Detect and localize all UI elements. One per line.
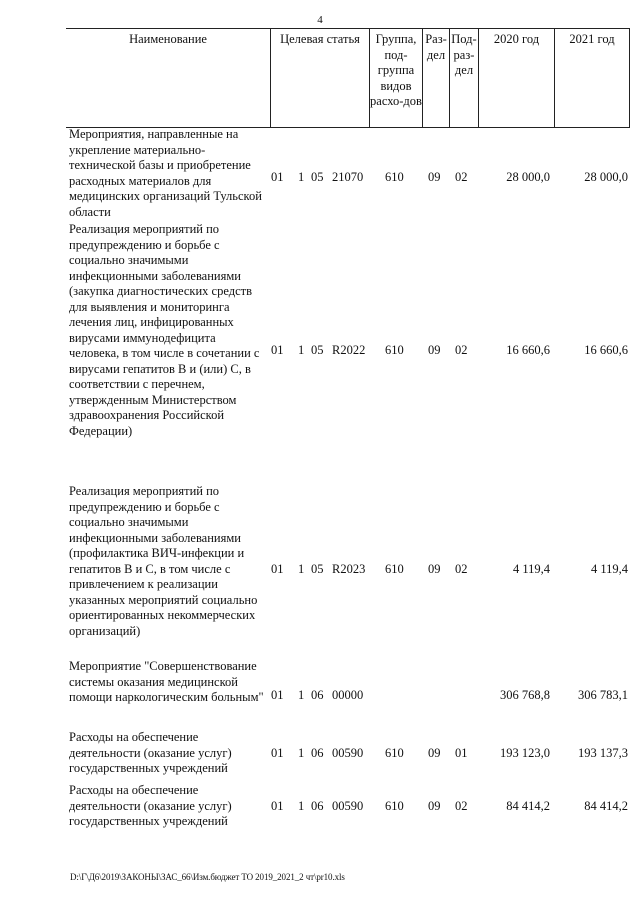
target-code: 00590 bbox=[332, 799, 364, 813]
group-code: 610 bbox=[385, 799, 404, 813]
target-program: 01 bbox=[271, 799, 284, 813]
subsection-code: 02 bbox=[455, 170, 468, 184]
section-code: 09 bbox=[428, 170, 441, 184]
row-name: Расходы на обеспечение деятельности (оказание услуг) государственных учреждений bbox=[69, 783, 232, 828]
header-2021: 2021 год bbox=[554, 29, 630, 127]
target-program: 01 bbox=[271, 343, 284, 357]
section-code: 09 bbox=[428, 799, 441, 813]
value-2020: 16 660,6 bbox=[506, 343, 550, 357]
target-program: 01 bbox=[271, 746, 284, 760]
group-code: 610 bbox=[385, 170, 404, 184]
value-2021: 84 414,2 bbox=[584, 799, 628, 813]
target-code: 00000 bbox=[332, 688, 364, 702]
group-code: 610 bbox=[385, 746, 404, 760]
value-2021: 193 137,3 bbox=[578, 746, 628, 760]
page-number: 4 bbox=[317, 14, 323, 26]
target-code: R2022 bbox=[332, 343, 366, 357]
target-code: 21070 bbox=[332, 170, 364, 184]
file-path-footer: D:\Г\Д6\2019\ЗАКОНЫ\ЗАС_66\Изм.бюджет ТО 2019_2021_2 чт\pr10.xls bbox=[70, 872, 345, 882]
header-subsection: Под-раз-дел bbox=[449, 29, 478, 127]
budget-table bbox=[66, 28, 630, 828]
target-subprogram: 1 bbox=[298, 746, 305, 760]
target-program: 01 bbox=[271, 688, 284, 702]
header-group: Группа, под-группа видов расхо-дов bbox=[369, 29, 422, 127]
table-row bbox=[66, 783, 630, 833]
value-2021: 4 119,4 bbox=[590, 562, 628, 576]
row-name: Расходы на обеспечение деятельности (оказание услуг) государственных учреждений bbox=[69, 730, 232, 775]
section-code: 09 bbox=[428, 343, 441, 357]
header-section: Раз-дел bbox=[422, 29, 449, 127]
section-code: 09 bbox=[428, 562, 441, 576]
target-subprogram: 1 bbox=[298, 799, 305, 813]
value-2021: 16 660,6 bbox=[584, 343, 628, 357]
target-code: R2023 bbox=[332, 562, 366, 576]
header-target: Целевая статья bbox=[270, 29, 369, 127]
row-name: Мероприятия, направленные на укрепление материально-технической базы и приобретение расходных материалов для медицинских организаций Тульской области bbox=[69, 127, 262, 219]
group-code: 610 bbox=[385, 562, 404, 576]
value-2020: 84 414,2 bbox=[506, 799, 550, 813]
subsection-code: 02 bbox=[455, 799, 468, 813]
target-subprogram: 1 bbox=[298, 562, 305, 576]
group-code: 610 bbox=[385, 343, 404, 357]
row-name: Мероприятие "Совершенствование системы оказания медицинской помощи наркологическим больным" bbox=[69, 659, 264, 704]
row-name: Реализация мероприятий по предупреждению и борьбе с социально значимыми инфекционными заболеваниями (закупка диагностических средств для выявления и мониторинга лечения лиц, инфицированных вирусами иммунодефицита человека, в том числе в сочетании с вирусами гепатитов B и (или) C, в соответствии с перечнем, утвержденным Министерством здравоохранения Российской Федерации) bbox=[69, 222, 260, 438]
subsection-code: 02 bbox=[455, 343, 468, 357]
target-program: 01 bbox=[271, 562, 284, 576]
table-row bbox=[66, 222, 630, 482]
table-header bbox=[66, 28, 630, 128]
subsection-code: 01 bbox=[455, 746, 468, 760]
value-2020: 193 123,0 bbox=[500, 746, 550, 760]
value-2020: 4 119,4 bbox=[512, 562, 550, 576]
table-row bbox=[66, 730, 630, 780]
target-code: 00590 bbox=[332, 746, 364, 760]
table-row bbox=[66, 127, 630, 221]
value-2020: 306 768,8 bbox=[500, 688, 550, 702]
target-activity: 06 bbox=[311, 799, 324, 813]
row-name: Реализация мероприятий по предупреждению и борьбе с социально значимыми инфекционными заболеваниями (профилактика ВИЧ-инфекции и гепатитов B и C, в том числе с привлечением к реализации указанных мероприятий социально ориентированных некоммерческих организаций) bbox=[69, 484, 258, 638]
target-activity: 05 bbox=[311, 562, 324, 576]
value-2021: 306 783,1 bbox=[578, 688, 628, 702]
section-code: 09 bbox=[428, 746, 441, 760]
target-activity: 05 bbox=[311, 170, 324, 184]
target-subprogram: 1 bbox=[298, 170, 305, 184]
target-activity: 06 bbox=[311, 746, 324, 760]
header-2020: 2020 год bbox=[478, 29, 554, 127]
target-subprogram: 1 bbox=[298, 688, 305, 702]
target-program: 01 bbox=[271, 170, 284, 184]
table-row bbox=[66, 659, 630, 731]
subsection-code: 02 bbox=[455, 562, 468, 576]
table-row bbox=[66, 484, 630, 654]
value-2020: 28 000,0 bbox=[506, 170, 550, 184]
target-activity: 05 bbox=[311, 343, 324, 357]
header-name: Наименование bbox=[129, 32, 207, 46]
value-2021: 28 000,0 bbox=[584, 170, 628, 184]
target-activity: 06 bbox=[311, 688, 324, 702]
target-subprogram: 1 bbox=[298, 343, 305, 357]
